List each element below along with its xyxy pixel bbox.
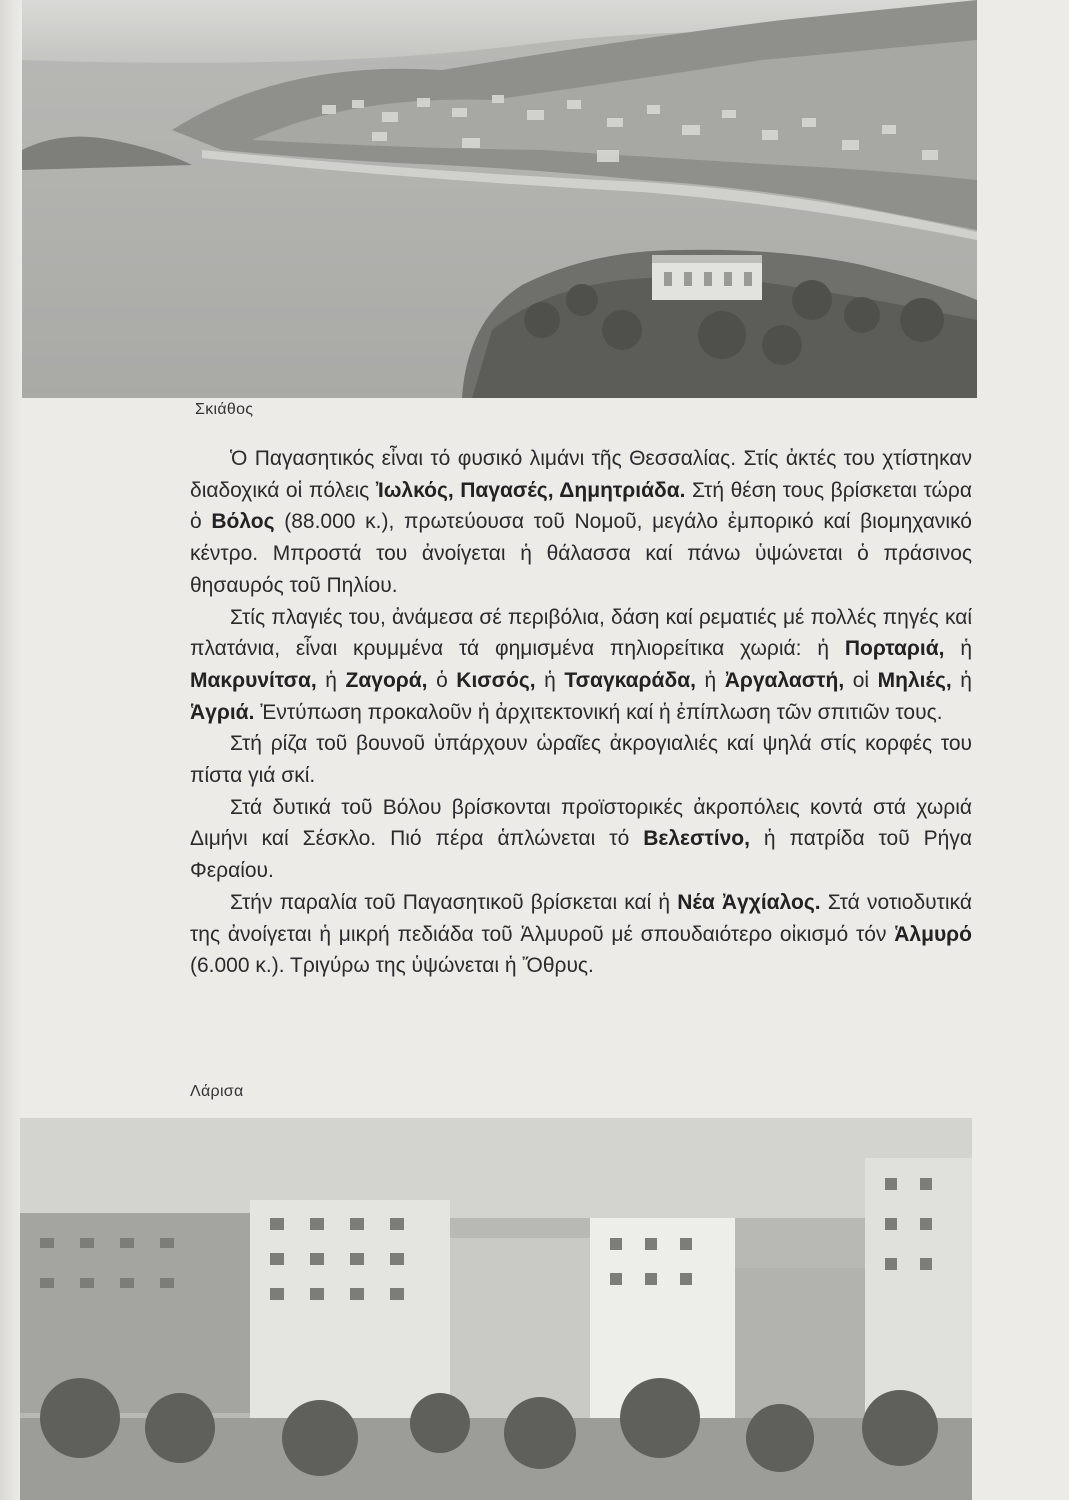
text-run: ἡ bbox=[951, 668, 972, 692]
text-run: οἱ bbox=[844, 668, 878, 692]
place-name: Βόλος bbox=[211, 510, 275, 534]
text-run: (88.000 κ.), πρωτεύουσα τοῦ Νομοῦ, μεγάλο ἐμπορικό καί βιομηχανικό κέντρο. Μπροστά του ἀνοίγεται ἡ θάλασσα καί πάνω ὑψώνεται ὁ πράσινος θησαυρός τοῦ Πηλίου. bbox=[190, 510, 972, 597]
place-name: Νέα Ἀγχίαλος. bbox=[677, 890, 821, 914]
text-run: Στά δυτικά τοῦ Βόλου βρίσκονται προϊστορικές ἀκροπόλεις κοντά στά χωριά Διμήνι καί Σέσκλο. Πιό πέρα ἁπλώνεται τό bbox=[190, 795, 972, 851]
text-run: ἡ πατρίδα τοῦ Ρήγα Φεραίου. bbox=[190, 827, 973, 883]
paragraph-2 bbox=[190, 602, 972, 729]
text-run: ἡ bbox=[944, 637, 972, 661]
place-name: Τσαγκαράδα, bbox=[564, 668, 696, 692]
place-name: Μακρυνίτσα, bbox=[190, 668, 317, 692]
text-run: Στίς πλαγιές του, ἀνάμεσα σέ περιβόλια, δάση καί ρεματιές μέ πολλές πηγές καί πλατάνια, εἶναι κρυμμένα τά φημισμένα πηλιορείτικα χωριά: ἡ bbox=[190, 605, 972, 661]
place-name: Ἰωλκός, Παγασές, Δημητριάδα. bbox=[375, 478, 686, 502]
place-name: Ἀργαλαστή, bbox=[724, 668, 845, 692]
caption-larisa: Λάρισα bbox=[190, 1083, 244, 1100]
place-name: Κισσός, bbox=[456, 668, 536, 692]
text-run: Στή ρίζα τοῦ βουνοῦ ὑπάρχουν ὡραῖες ἀκρογιαλιές καί ψηλά στίς κορφές του πίστα γιά σκί. bbox=[190, 732, 972, 788]
text-run: Στή θέση τους βρίσκεται τώρα ὁ bbox=[190, 478, 973, 534]
larisa-photo bbox=[20, 1118, 972, 1500]
paragraph-4 bbox=[190, 792, 972, 887]
place-name: Ἁγριά. bbox=[190, 700, 255, 724]
article-body bbox=[190, 443, 972, 982]
paragraph-1 bbox=[190, 443, 972, 602]
text-run: Στά νοτιοδυτικά της ἀνοίγεται ἡ μικρή πεδιάδα τοῦ Ἁλμυροῦ μέ σπουδαιότερο οἰκισμό τόν bbox=[190, 890, 972, 946]
skiathos-photo bbox=[22, 0, 977, 398]
text-run: ἡ bbox=[316, 668, 346, 692]
text-run: ὁ bbox=[427, 668, 457, 692]
paragraph-5 bbox=[190, 887, 972, 982]
place-name: Βελεστίνο, bbox=[643, 827, 750, 851]
text-run: ἡ bbox=[535, 668, 565, 692]
text-run: Στήν παραλία τοῦ Παγασητικοῦ βρίσκεται καί ἡ bbox=[230, 890, 678, 914]
caption-skiathos: Σκιάθος bbox=[195, 401, 254, 418]
text-run: Ὁ Παγασητικός εἶναι τό φυσικό λιμάνι τῆς Θεσσαλίας. Στίς ἀκτές του χτίστηκαν διαδοχικά οἱ πόλεις bbox=[190, 447, 972, 502]
page-binding-edge bbox=[0, 0, 22, 1500]
place-name: Μηλιές, bbox=[877, 668, 952, 692]
place-name: Ζαγορά, bbox=[345, 668, 428, 692]
place-name: Ἁλμυρό bbox=[894, 922, 972, 946]
text-run: (6.000 κ.). Τριγύρω της ὑψώνεται ἡ Ὄθρυς. bbox=[190, 954, 594, 978]
place-name: Πορταριά, bbox=[844, 637, 945, 661]
text-run: ἡ bbox=[695, 668, 725, 692]
paragraph-3 bbox=[190, 728, 972, 791]
text-run: Ἐντύπωση προκαλοῦν ἡ ἀρχιτεκτονική καί ἡ ἐπίπλωση τῶν σπιτιῶν τους. bbox=[254, 700, 943, 724]
